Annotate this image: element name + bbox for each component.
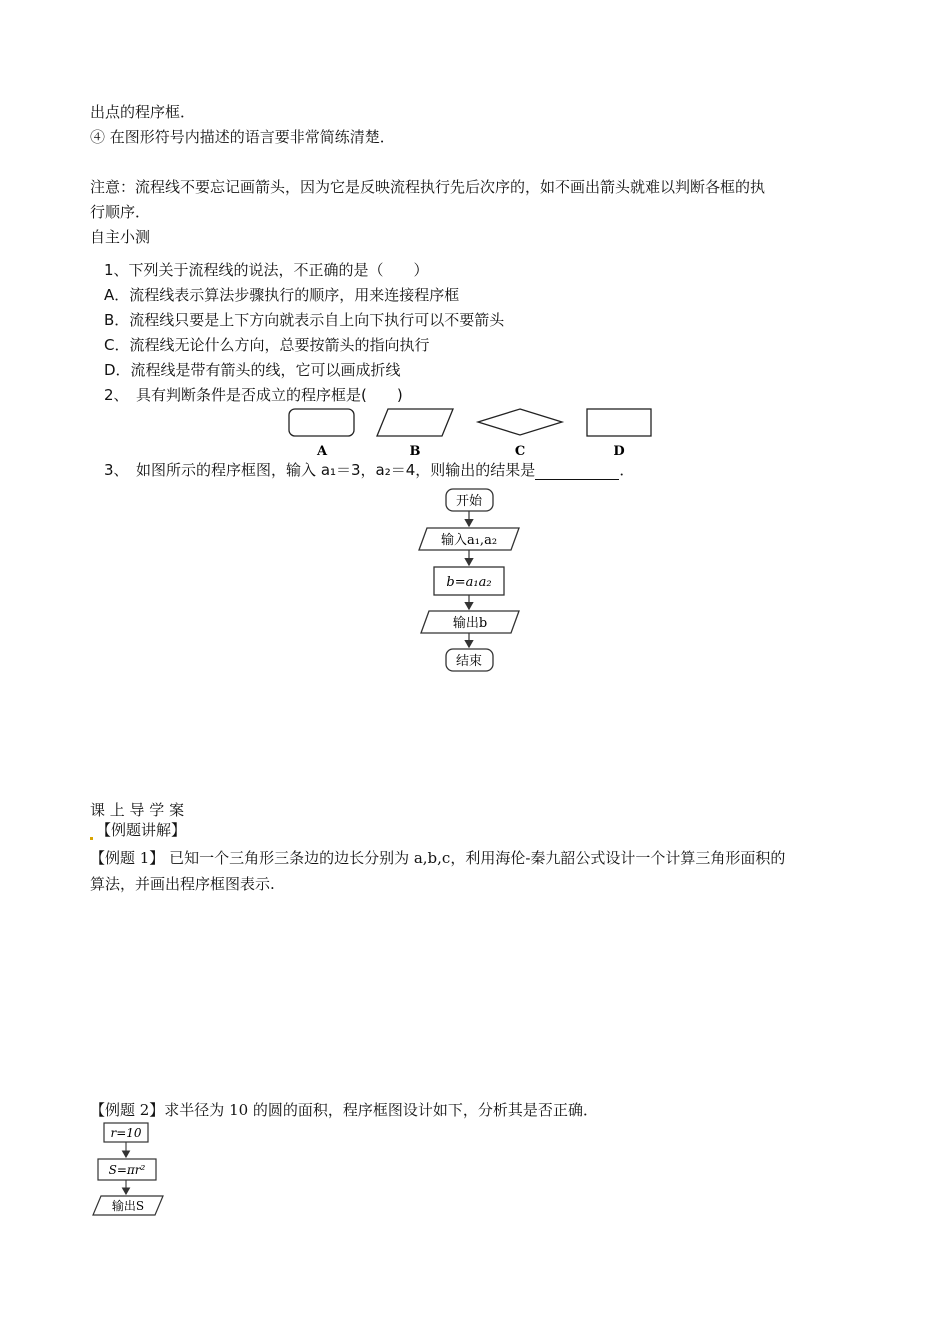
text-line: ④ 在图形符号内描述的语言要非常简练清楚． <box>90 128 395 146</box>
q1-option-d: D．流程线是带有箭头的线，它可以画成折线 <box>104 361 401 379</box>
section-heading-text: 【例题讲解】 <box>96 821 187 839</box>
section-heading <box>90 820 186 840</box>
label-b: B <box>409 444 421 459</box>
q3-stem-text: 3、 如图所示的程序框图，输入 a₁＝3，a₂＝4，则输出的结果是 <box>104 461 536 479</box>
example2-flowchart <box>88 1120 178 1220</box>
answer-blank[interactable] <box>535 464 619 480</box>
diamond-shape <box>478 409 562 435</box>
example2-text: 【例题 2】求半径为 10 的圆的面积，程序框图设计如下，分析其是否正确． <box>90 1101 598 1119</box>
q1-option-c: C．流程线无论什么方向，总要按箭头的指向执行 <box>104 336 430 354</box>
q2-shapes-figure <box>280 404 670 462</box>
end-label: 结束 <box>455 654 483 669</box>
output-label: 输出b <box>452 616 488 631</box>
rounded-rect-shape <box>289 409 354 436</box>
text-line: 出点的程序框． <box>90 103 196 121</box>
output-s-label: 输出S <box>111 1199 145 1213</box>
label-d: D <box>613 444 625 459</box>
q1-option-b: B．流程线只要是上下方向就表示自上向下执行可以不要箭头 <box>104 311 505 329</box>
q2-stem: 2、 具有判断条件是否成立的程序框是( ) <box>104 386 403 404</box>
q1-option-a: A．流程线表示算法步骤执行的顺序，用来连接程序框 <box>104 286 460 304</box>
compute-s-label: S=πr² <box>108 1163 146 1177</box>
label-c: C <box>514 444 526 459</box>
process-label: b=a₁a₂ <box>446 575 492 590</box>
q3-flowchart <box>410 486 530 676</box>
q1-stem: 1、下列关于流程线的说法，不正确的是（ ） <box>104 261 429 279</box>
label-a: A <box>316 444 328 459</box>
q3-stem-end: ． <box>619 461 635 479</box>
parallelogram-shape <box>377 409 453 436</box>
start-label: 开始 <box>455 494 483 509</box>
input-label: 输入a₁,a₂ <box>440 533 498 548</box>
example1-line: 算法，并画出程序框图表示. <box>90 875 275 893</box>
note-line: 行顺序． <box>90 203 151 221</box>
note-line: 注意：流程线不要忘记画箭头，因为它是反映流程执行先后次序的，如不画出箭头就难以判断各框的执 <box>90 178 766 196</box>
self-test-title: 自主小测 <box>90 228 151 246</box>
q3-stem <box>104 460 634 480</box>
assign-r-label: r=10 <box>110 1126 142 1140</box>
lesson-title: 课 上 导 学 案 <box>90 801 185 819</box>
example1-line: 【例题 1】 已知一个三角形三条边的边长分别为 a,b,c，利用海伦-秦九韶公式设计一个计算三角形面积的 <box>90 849 786 867</box>
marker <box>90 837 93 840</box>
rectangle-shape <box>587 409 651 436</box>
